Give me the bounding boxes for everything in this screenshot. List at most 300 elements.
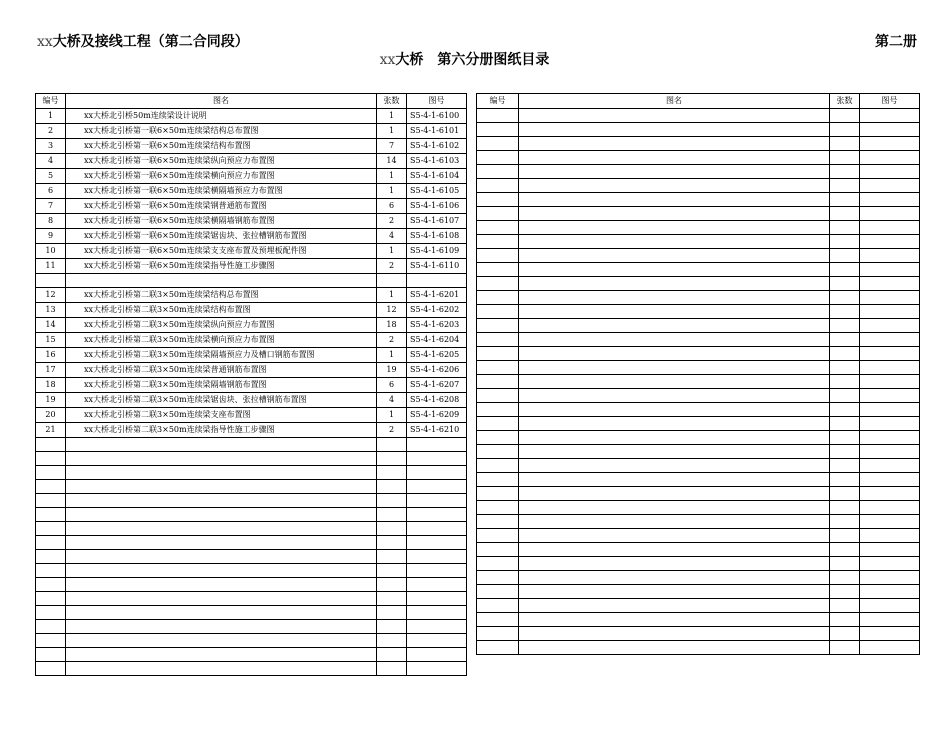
cell-code bbox=[860, 459, 920, 473]
cell-code bbox=[860, 235, 920, 249]
cell-no: 13 bbox=[36, 303, 66, 318]
cell-name bbox=[519, 347, 830, 361]
cell-name bbox=[519, 137, 830, 151]
cell-name bbox=[519, 585, 830, 599]
cell-code bbox=[860, 473, 920, 487]
table-row bbox=[36, 606, 467, 620]
cell-no bbox=[477, 613, 519, 627]
cell-count: 2 bbox=[377, 423, 407, 438]
cell-count bbox=[830, 319, 860, 333]
table-row bbox=[477, 361, 920, 375]
cell-count: 2 bbox=[377, 259, 407, 274]
table-row bbox=[477, 109, 920, 123]
cell-no bbox=[477, 277, 519, 291]
cell-count bbox=[830, 305, 860, 319]
cell-count bbox=[830, 193, 860, 207]
cell-no: 15 bbox=[36, 333, 66, 348]
cell-no bbox=[477, 347, 519, 361]
table-row bbox=[477, 585, 920, 599]
table-row bbox=[36, 184, 467, 199]
cell-count bbox=[830, 137, 860, 151]
cell-code bbox=[860, 599, 920, 613]
cell-name bbox=[519, 151, 830, 165]
table-row bbox=[477, 137, 920, 151]
cell-no bbox=[477, 249, 519, 263]
table-row bbox=[36, 259, 467, 274]
table-row bbox=[477, 529, 920, 543]
table-row bbox=[477, 515, 920, 529]
cell-no bbox=[477, 403, 519, 417]
cell-no: 5 bbox=[36, 169, 66, 184]
cell-no bbox=[36, 452, 66, 466]
table-row bbox=[36, 508, 467, 522]
cell-name bbox=[519, 501, 830, 515]
cell-no bbox=[477, 585, 519, 599]
cell-name: xx大桥北引桥第二联3×50m连续梁普通钢筋布置图 bbox=[66, 363, 377, 378]
cell-no bbox=[477, 221, 519, 235]
table-row bbox=[36, 408, 467, 423]
cell-code bbox=[860, 263, 920, 277]
cell-no: 7 bbox=[36, 199, 66, 214]
cell-name bbox=[66, 494, 377, 508]
cell-name bbox=[519, 123, 830, 137]
cell-code: S5-4-1-6210 bbox=[407, 423, 467, 438]
cell-code bbox=[860, 361, 920, 375]
cell-count bbox=[830, 389, 860, 403]
table-row bbox=[36, 648, 467, 662]
cell-name: xx大桥北引桥第一联6×50m连续梁锯齿块、张拉槽钢筋布置图 bbox=[66, 229, 377, 244]
cell-no bbox=[477, 291, 519, 305]
cell-no: 19 bbox=[36, 393, 66, 408]
cell-name: xx大桥北引桥第一联6×50m连续梁结构总布置图 bbox=[66, 124, 377, 139]
cell-count: 1 bbox=[377, 348, 407, 363]
cell-count bbox=[830, 179, 860, 193]
cell-no bbox=[477, 557, 519, 571]
drawing-catalog-right bbox=[476, 93, 920, 655]
cell-code: S5-4-1-6203 bbox=[407, 318, 467, 333]
cell-count: 1 bbox=[377, 408, 407, 423]
cell-no bbox=[36, 466, 66, 480]
cell-name bbox=[519, 165, 830, 179]
cell-code bbox=[407, 452, 467, 466]
col-header-code: 图号 bbox=[860, 94, 920, 109]
cell-count bbox=[377, 466, 407, 480]
cell-code bbox=[860, 557, 920, 571]
cell-name bbox=[519, 277, 830, 291]
cell-name bbox=[519, 389, 830, 403]
cell-name bbox=[519, 333, 830, 347]
cell-count: 2 bbox=[377, 214, 407, 229]
cell-name bbox=[66, 648, 377, 662]
col-header-count: 张数 bbox=[830, 94, 860, 109]
cell-count: 1 bbox=[377, 244, 407, 259]
cell-name bbox=[519, 641, 830, 655]
cell-count bbox=[830, 123, 860, 137]
cell-name bbox=[66, 274, 377, 288]
col-header-code: 图号 bbox=[407, 94, 467, 109]
cell-name bbox=[519, 305, 830, 319]
cell-code bbox=[860, 417, 920, 431]
table-row bbox=[477, 235, 920, 249]
cell-code bbox=[407, 578, 467, 592]
cell-name bbox=[519, 291, 830, 305]
cell-no bbox=[36, 550, 66, 564]
cell-name bbox=[66, 508, 377, 522]
cell-name: xx大桥北引桥第二联3×50m连续梁锯齿块、张拉槽钢筋布置图 bbox=[66, 393, 377, 408]
cell-count: 6 bbox=[377, 199, 407, 214]
cell-name: xx大桥北引桥第一联6×50m连续梁指导性施工步骤图 bbox=[66, 259, 377, 274]
cell-code bbox=[860, 221, 920, 235]
cell-count bbox=[830, 557, 860, 571]
table-row bbox=[36, 550, 467, 564]
cell-code: S5-4-1-6106 bbox=[407, 199, 467, 214]
table-row bbox=[477, 277, 920, 291]
cell-count bbox=[830, 249, 860, 263]
cell-name: xx大桥北引桥第二联3×50m连续梁纵向预应力布置图 bbox=[66, 318, 377, 333]
cell-code bbox=[407, 606, 467, 620]
cell-no bbox=[477, 179, 519, 193]
col-header-name: 图名 bbox=[519, 94, 830, 109]
cell-code: S5-4-1-6206 bbox=[407, 363, 467, 378]
cell-no bbox=[36, 438, 66, 452]
table-row bbox=[36, 438, 467, 452]
cell-count: 4 bbox=[377, 393, 407, 408]
table-row bbox=[36, 564, 467, 578]
cell-count bbox=[830, 221, 860, 235]
cell-count bbox=[830, 445, 860, 459]
table-row bbox=[477, 263, 920, 277]
cell-count bbox=[830, 501, 860, 515]
cell-no: 2 bbox=[36, 124, 66, 139]
cell-no bbox=[477, 627, 519, 641]
cell-no bbox=[477, 473, 519, 487]
cell-code bbox=[860, 165, 920, 179]
cell-name: xx大桥北引桥第一联6×50m连续梁支支座布置及预埋板配件图 bbox=[66, 244, 377, 259]
cell-count bbox=[830, 235, 860, 249]
cell-no bbox=[36, 648, 66, 662]
table-row bbox=[477, 627, 920, 641]
cell-count bbox=[830, 641, 860, 655]
cell-code: S5-4-1-6207 bbox=[407, 378, 467, 393]
cell-count bbox=[377, 452, 407, 466]
table-row bbox=[477, 599, 920, 613]
cell-name bbox=[66, 592, 377, 606]
cell-name bbox=[519, 235, 830, 249]
cell-code: S5-4-1-6102 bbox=[407, 139, 467, 154]
cell-name bbox=[519, 543, 830, 557]
cell-no bbox=[477, 529, 519, 543]
cell-count bbox=[377, 564, 407, 578]
cell-code bbox=[860, 109, 920, 123]
cell-code bbox=[407, 634, 467, 648]
cell-code bbox=[407, 480, 467, 494]
cell-name: xx大桥北引桥50m连续梁设计说明 bbox=[66, 109, 377, 124]
cell-no: 11 bbox=[36, 259, 66, 274]
table-row bbox=[36, 620, 467, 634]
cell-count: 12 bbox=[377, 303, 407, 318]
table-row bbox=[36, 578, 467, 592]
cell-count bbox=[830, 487, 860, 501]
table-row bbox=[477, 403, 920, 417]
cell-no bbox=[477, 263, 519, 277]
cell-no bbox=[477, 543, 519, 557]
cell-code bbox=[860, 515, 920, 529]
cell-name bbox=[519, 627, 830, 641]
table-row bbox=[477, 333, 920, 347]
cell-code bbox=[860, 179, 920, 193]
cell-count bbox=[377, 620, 407, 634]
cell-count: 4 bbox=[377, 229, 407, 244]
cell-count bbox=[830, 165, 860, 179]
cell-name bbox=[519, 361, 830, 375]
cell-no bbox=[36, 522, 66, 536]
cell-code bbox=[407, 564, 467, 578]
cell-code: S5-4-1-6110 bbox=[407, 259, 467, 274]
cell-name: xx大桥北引桥第二联3×50m连续梁指导性施工步骤图 bbox=[66, 423, 377, 438]
cell-count bbox=[830, 417, 860, 431]
cell-code: S5-4-1-6109 bbox=[407, 244, 467, 259]
cell-count bbox=[377, 480, 407, 494]
cell-count bbox=[377, 634, 407, 648]
cell-code: S5-4-1-6204 bbox=[407, 333, 467, 348]
cell-count bbox=[830, 627, 860, 641]
cell-no: 14 bbox=[36, 318, 66, 333]
cell-no bbox=[36, 480, 66, 494]
cell-count bbox=[830, 543, 860, 557]
col-header-count: 张数 bbox=[377, 94, 407, 109]
cell-count bbox=[830, 529, 860, 543]
cell-no bbox=[36, 634, 66, 648]
cell-code: S5-4-1-6103 bbox=[407, 154, 467, 169]
cell-count: 2 bbox=[377, 333, 407, 348]
header-row bbox=[36, 94, 467, 109]
table-row bbox=[36, 124, 467, 139]
cell-no bbox=[477, 235, 519, 249]
cell-name bbox=[519, 375, 830, 389]
cell-count bbox=[830, 473, 860, 487]
cell-code bbox=[860, 123, 920, 137]
cell-no bbox=[477, 445, 519, 459]
cell-count bbox=[830, 585, 860, 599]
cell-no bbox=[36, 536, 66, 550]
cell-code bbox=[860, 137, 920, 151]
cell-code bbox=[407, 494, 467, 508]
cell-no bbox=[36, 508, 66, 522]
cell-count bbox=[830, 291, 860, 305]
cell-no bbox=[477, 389, 519, 403]
table-row bbox=[477, 375, 920, 389]
cell-no bbox=[477, 109, 519, 123]
cell-code bbox=[860, 543, 920, 557]
table-row bbox=[36, 318, 467, 333]
table-row bbox=[36, 229, 467, 244]
cell-name bbox=[519, 319, 830, 333]
cell-count bbox=[830, 207, 860, 221]
cell-code bbox=[860, 333, 920, 347]
cell-name: xx大桥北引桥第一联6×50m连续梁横向预应力布置图 bbox=[66, 169, 377, 184]
cell-code bbox=[407, 620, 467, 634]
cell-code bbox=[860, 431, 920, 445]
cell-name: xx大桥北引桥第一联6×50m连续梁纵向预应力布置图 bbox=[66, 154, 377, 169]
header-row bbox=[477, 94, 920, 109]
table-row bbox=[36, 363, 467, 378]
cell-count: 1 bbox=[377, 124, 407, 139]
table-row bbox=[477, 641, 920, 655]
cell-code bbox=[407, 648, 467, 662]
volume-label: 第二册 bbox=[875, 34, 917, 50]
table-row bbox=[36, 393, 467, 408]
table-row bbox=[477, 207, 920, 221]
cell-code: S5-4-1-6107 bbox=[407, 214, 467, 229]
cell-name: xx大桥北引桥第一联6×50m连续梁钢普通筋布置图 bbox=[66, 199, 377, 214]
cell-name bbox=[66, 620, 377, 634]
cell-code: S5-4-1-6209 bbox=[407, 408, 467, 423]
cell-code bbox=[407, 662, 467, 676]
table-row bbox=[477, 305, 920, 319]
drawing-catalog-left bbox=[35, 93, 467, 676]
table-row bbox=[477, 501, 920, 515]
cell-no bbox=[477, 193, 519, 207]
cell-name: xx大桥北引桥第一联6×50m连续梁结构布置图 bbox=[66, 139, 377, 154]
cell-code bbox=[407, 536, 467, 550]
table-row bbox=[477, 445, 920, 459]
cell-code bbox=[860, 305, 920, 319]
table-row bbox=[477, 543, 920, 557]
cell-no: 10 bbox=[36, 244, 66, 259]
cell-code bbox=[407, 522, 467, 536]
cell-no bbox=[477, 431, 519, 445]
cell-code bbox=[860, 445, 920, 459]
table-row bbox=[36, 288, 467, 303]
cell-code bbox=[860, 249, 920, 263]
cell-name bbox=[66, 550, 377, 564]
table-row bbox=[36, 522, 467, 536]
table-row bbox=[477, 165, 920, 179]
cell-name bbox=[66, 662, 377, 676]
table-row bbox=[36, 662, 467, 676]
cell-code bbox=[860, 277, 920, 291]
cell-name bbox=[519, 445, 830, 459]
cell-code bbox=[860, 375, 920, 389]
cell-name bbox=[66, 536, 377, 550]
cell-code bbox=[860, 319, 920, 333]
cell-count bbox=[377, 592, 407, 606]
cell-no bbox=[477, 487, 519, 501]
cell-count bbox=[377, 550, 407, 564]
cell-no bbox=[477, 333, 519, 347]
cell-code: S5-4-1-6108 bbox=[407, 229, 467, 244]
cell-count: 1 bbox=[377, 109, 407, 124]
cell-name bbox=[66, 522, 377, 536]
cell-name: xx大桥北引桥第二联3×50m连续梁结构总布置图 bbox=[66, 288, 377, 303]
cell-count: 19 bbox=[377, 363, 407, 378]
cell-no bbox=[477, 501, 519, 515]
cell-code bbox=[407, 592, 467, 606]
cell-no: 12 bbox=[36, 288, 66, 303]
cell-count bbox=[377, 606, 407, 620]
cell-count bbox=[830, 571, 860, 585]
cell-no bbox=[477, 137, 519, 151]
table-row bbox=[477, 319, 920, 333]
cell-name bbox=[519, 207, 830, 221]
cell-count bbox=[377, 508, 407, 522]
cell-count bbox=[377, 578, 407, 592]
table-row bbox=[477, 459, 920, 473]
cell-no bbox=[477, 207, 519, 221]
cell-count bbox=[377, 494, 407, 508]
table-row bbox=[477, 389, 920, 403]
cell-no bbox=[477, 459, 519, 473]
cell-name: xx大桥北引桥第一联6×50m连续梁横隔墙钢筋布置图 bbox=[66, 214, 377, 229]
col-header-name: 图名 bbox=[66, 94, 377, 109]
cell-count: 18 bbox=[377, 318, 407, 333]
table-row bbox=[36, 378, 467, 393]
cell-name bbox=[519, 473, 830, 487]
cell-count: 7 bbox=[377, 139, 407, 154]
cell-count bbox=[830, 431, 860, 445]
col-header-no: 编号 bbox=[36, 94, 66, 109]
cell-name: xx大桥北引桥第二联3×50m连续梁横向预应力布置图 bbox=[66, 333, 377, 348]
cell-no: 17 bbox=[36, 363, 66, 378]
cell-code bbox=[860, 347, 920, 361]
cell-code bbox=[407, 466, 467, 480]
cell-code bbox=[860, 571, 920, 585]
cell-no: 8 bbox=[36, 214, 66, 229]
cell-name bbox=[519, 515, 830, 529]
cell-no bbox=[36, 606, 66, 620]
cell-no bbox=[477, 165, 519, 179]
cell-count bbox=[830, 459, 860, 473]
cell-name bbox=[519, 221, 830, 235]
cell-name bbox=[66, 452, 377, 466]
cell-no bbox=[477, 375, 519, 389]
catalog-title: xx大桥 第六分册图纸目录 bbox=[379, 52, 550, 68]
cell-code bbox=[407, 550, 467, 564]
cell-no: 6 bbox=[36, 184, 66, 199]
cell-no bbox=[36, 592, 66, 606]
table-row bbox=[36, 139, 467, 154]
table-row bbox=[36, 466, 467, 480]
cell-no: 21 bbox=[36, 423, 66, 438]
cell-name bbox=[66, 634, 377, 648]
table-row bbox=[477, 473, 920, 487]
cell-name bbox=[66, 438, 377, 452]
cell-count bbox=[830, 515, 860, 529]
cell-no bbox=[477, 151, 519, 165]
cell-count: 14 bbox=[377, 154, 407, 169]
cell-name bbox=[66, 480, 377, 494]
table-row bbox=[36, 109, 467, 124]
table-row bbox=[36, 494, 467, 508]
table-row bbox=[36, 348, 467, 363]
cell-no bbox=[477, 361, 519, 375]
table-row bbox=[36, 333, 467, 348]
cell-code bbox=[860, 585, 920, 599]
table-row bbox=[477, 557, 920, 571]
col-header-no: 编号 bbox=[477, 94, 519, 109]
cell-name bbox=[66, 606, 377, 620]
cell-count bbox=[377, 522, 407, 536]
cell-name bbox=[519, 459, 830, 473]
table-row bbox=[36, 244, 467, 259]
table-row bbox=[477, 249, 920, 263]
table-row bbox=[477, 571, 920, 585]
cell-code bbox=[860, 389, 920, 403]
cell-no bbox=[36, 494, 66, 508]
cell-count: 1 bbox=[377, 288, 407, 303]
cell-code bbox=[407, 508, 467, 522]
cell-code: S5-4-1-6202 bbox=[407, 303, 467, 318]
